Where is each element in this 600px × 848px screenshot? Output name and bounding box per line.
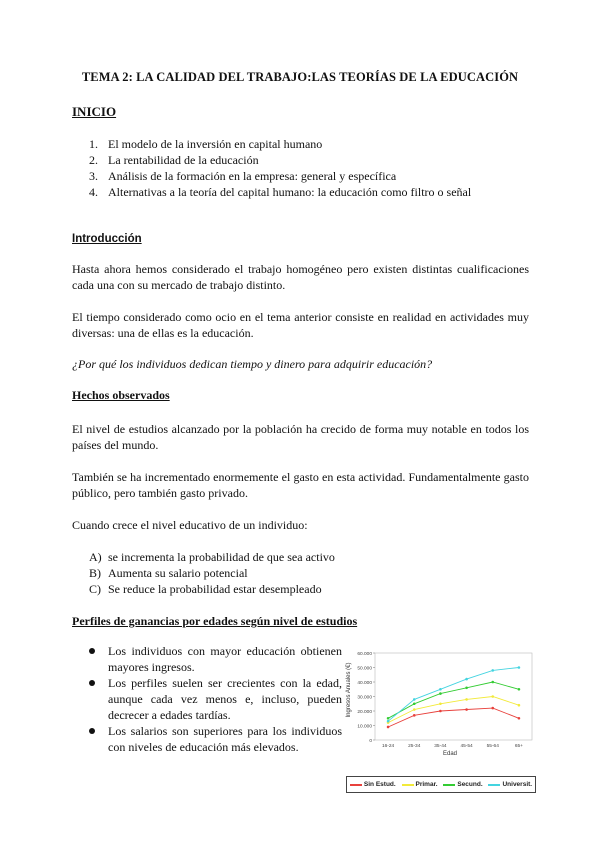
list-item-text: El modelo de la inversión en capital humano (108, 137, 323, 151)
x-axis-label: Edad (442, 751, 458, 757)
x-tick-label: 16-24 (381, 744, 395, 749)
data-point (518, 688, 521, 691)
perfiles-bullet-list (72, 643, 342, 755)
list-item (72, 152, 471, 168)
chart-legend (346, 776, 536, 793)
list-item (72, 168, 471, 184)
legend-swatch (350, 784, 362, 786)
document-title: TEMA 2: LA CALIDAD DEL TRABAJO:LAS TEORÍAS DE LA EDUCACIÓN (81, 70, 519, 84)
series-line (388, 708, 519, 727)
legend-swatch (443, 784, 455, 786)
y-tick-label: 10.000 (357, 724, 372, 730)
hechos-paragraph-3: Cuando crece el nivel educativo de un individuo: (72, 518, 308, 532)
y-tick-label: 50.000 (357, 666, 372, 672)
legend-swatch (402, 784, 414, 786)
data-point (439, 688, 442, 691)
list-item-text: Aumenta su salario potencial (108, 566, 248, 580)
perfiles-heading: Perfiles de ganancias por edades según nivel de estudios (72, 614, 358, 628)
bullet-text: Los perfiles suelen ser crecientes con la edad, aunque cada vez menos e, incluso, pueden decrecer a edades tardías. (108, 676, 342, 722)
list-item-letter: C) (89, 582, 101, 596)
list-item-text: Análisis de la formación en la empresa: general y específica (108, 169, 397, 183)
introduccion-question: ¿Por qué los individuos dedican tiempo y dinero para adquirir educación? (72, 357, 433, 371)
list-item-number: 4. (89, 185, 98, 199)
list-item (72, 565, 335, 581)
data-point (491, 681, 494, 684)
list-item-text: La rentabilidad de la educación (108, 153, 259, 167)
data-point (465, 687, 468, 690)
data-point (518, 666, 521, 669)
y-axis-label: Ingresos Anuales (€) (346, 662, 352, 718)
legend-label: Universit. (502, 781, 533, 788)
list-item (72, 581, 335, 597)
inicio-list (72, 136, 471, 200)
data-point (491, 707, 494, 710)
legend-label: Secund. (457, 781, 483, 788)
data-point (439, 692, 442, 695)
bullet-icon (89, 728, 95, 734)
data-point (413, 714, 416, 717)
x-tick-label: 25-34 (408, 744, 421, 749)
introduccion-paragraph-1: Hasta ahora hemos considerado el trabajo homogéneo pero existen distintas cualificaciones cada una con su mercado de trabajo distinto. (72, 262, 529, 292)
legend-swatch (488, 784, 500, 786)
data-point (465, 678, 468, 681)
list-item-letter: B) (89, 566, 101, 580)
introduccion-heading: Introducción (72, 233, 142, 245)
bullet-icon (89, 648, 95, 654)
y-tick-label: 30.000 (357, 695, 372, 701)
plot-area (375, 653, 532, 740)
list-item-text: Se reduce la probabilidad estar desempleado (108, 582, 322, 596)
bullet-item (72, 643, 342, 675)
hechos-paragraph-2: También se ha incrementado enormemente el gasto en esta actividad. Fundamentalmente gasto público, pero también gasto privado. (72, 470, 529, 500)
bullet-icon (89, 680, 95, 686)
y-tick-label: 0 (369, 738, 372, 744)
list-item-letter: A) (89, 550, 102, 564)
introduccion-paragraph-2: El tiempo considerado como ocio en el tema anterior consiste en realidad en actividades muy diversas: una de ellas es la educación. (72, 310, 529, 340)
legend-entry (488, 781, 532, 788)
hechos-paragraph-1: El nivel de estudios alcanzado por la población ha crecido de forma muy notable en todos los países del mundo. (72, 422, 529, 452)
data-point (387, 726, 390, 729)
data-point (518, 704, 521, 707)
bullet-text: Los salarios son superiores para los individuos con niveles de educación más elevados. (108, 724, 342, 754)
inicio-heading: INICIO (72, 104, 117, 119)
data-point (491, 669, 494, 672)
bullet-item (72, 675, 342, 723)
data-point (413, 698, 416, 701)
legend-entry (402, 781, 438, 788)
hechos-list (72, 549, 335, 597)
list-item (72, 136, 471, 152)
x-tick-label: 65+ (514, 744, 523, 749)
list-item-number: 3. (89, 169, 98, 183)
bullet-item (72, 723, 342, 755)
legend-label: Primar. (415, 781, 438, 788)
data-point (413, 708, 416, 711)
list-item (72, 184, 471, 200)
y-tick-label: 40.000 (357, 680, 372, 686)
list-item-number: 1. (89, 137, 98, 151)
legend-entry (443, 781, 482, 788)
list-item-text: se incrementa la probabilidad de que sea activo (108, 550, 335, 564)
earnings-chart (340, 645, 540, 795)
list-item-number: 2. (89, 153, 98, 167)
data-point (387, 717, 390, 720)
data-point (465, 698, 468, 701)
x-tick-label: 45-54 (460, 744, 473, 749)
list-item-text: Alternativas a la teoría del capital humano: la educación como filtro o señal (108, 185, 472, 199)
data-point (491, 695, 494, 698)
y-tick-label: 60.000 (357, 651, 372, 657)
data-point (439, 710, 442, 713)
x-tick-label: 35-44 (434, 744, 447, 749)
data-point (439, 702, 442, 705)
data-point (518, 717, 521, 720)
x-tick-label: 55-64 (486, 744, 499, 749)
data-point (387, 720, 390, 723)
legend-entry (350, 781, 396, 788)
data-point (413, 702, 416, 705)
list-item (72, 549, 335, 565)
bullet-text: Los individuos con mayor educación obtienen mayores ingresos. (108, 644, 342, 674)
y-tick-label: 20.000 (357, 709, 372, 715)
hechos-heading: Hechos observados (72, 388, 170, 402)
legend-label: Sin Estud. (363, 781, 396, 788)
earnings-chart-svg (340, 645, 540, 775)
data-point (465, 708, 468, 711)
